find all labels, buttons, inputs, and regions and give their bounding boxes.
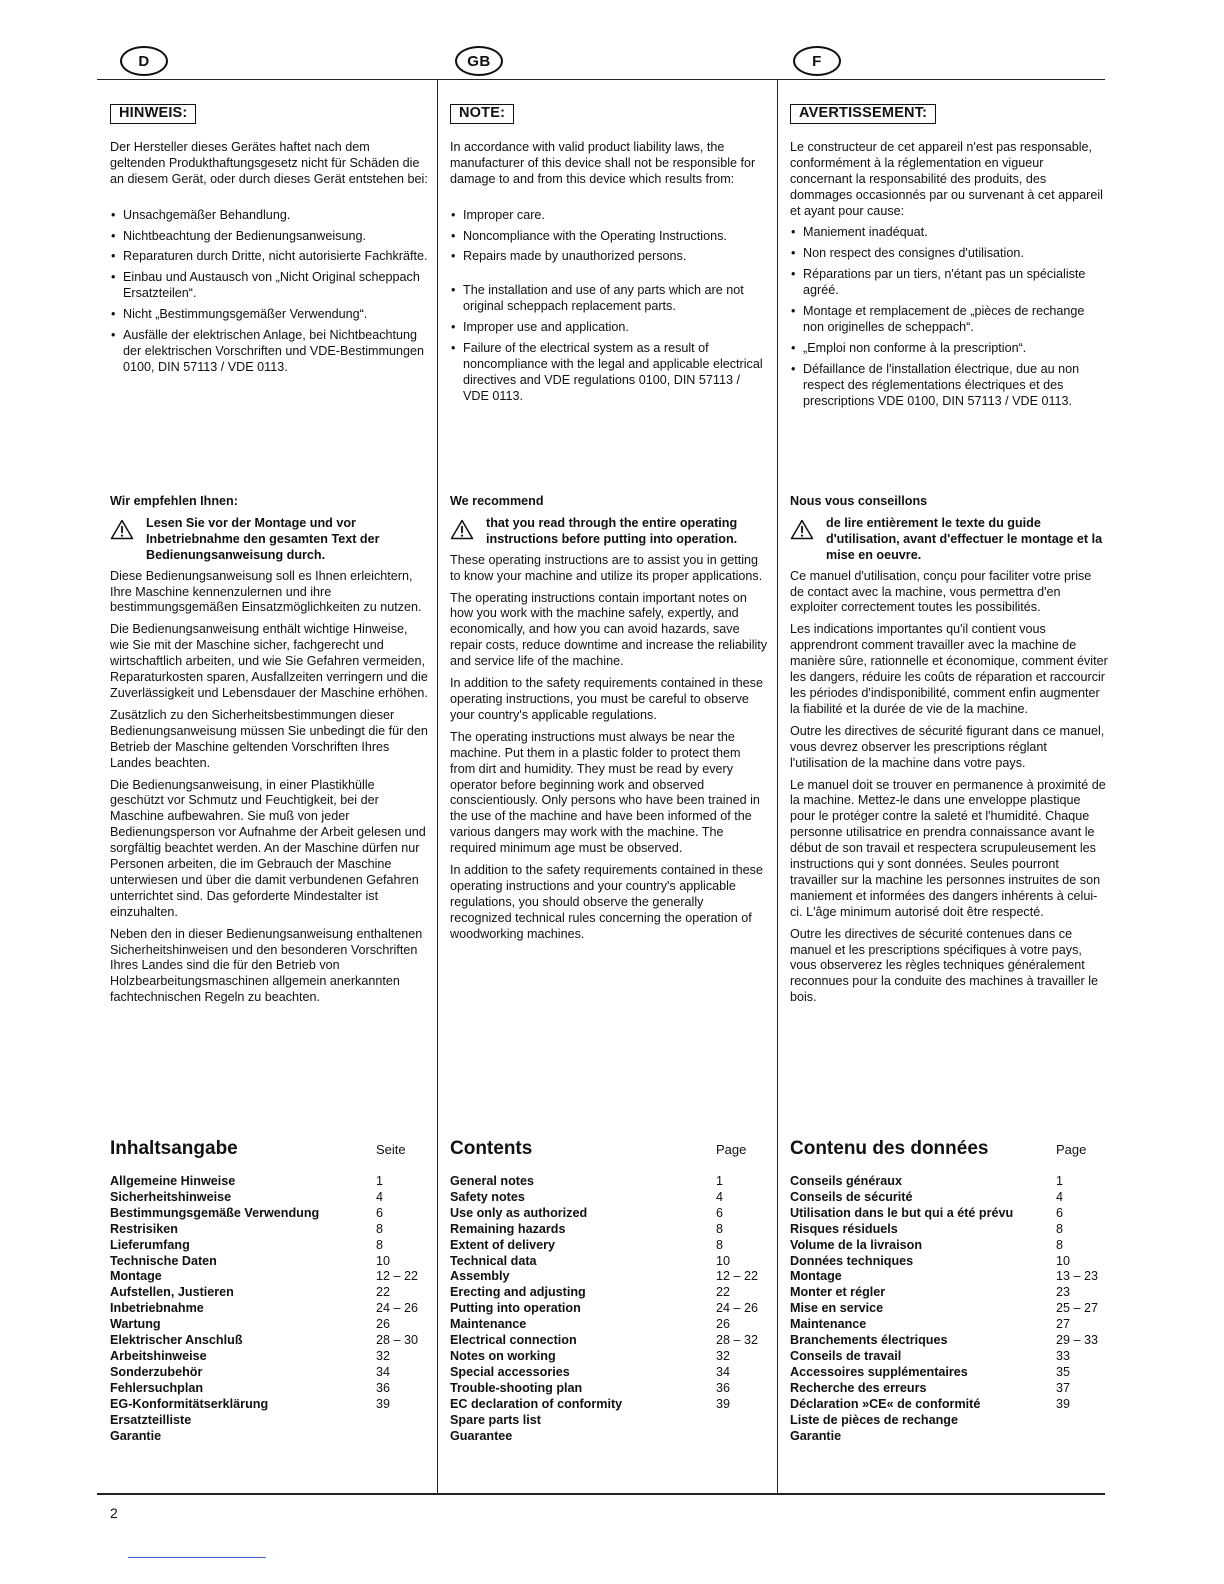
toc-page-label-fr: Page [1056,1142,1087,1157]
toc-entry [790,1429,1108,1445]
paragraph: The operating instructions must always be near the machine. Put them in a plastic folder to protect them from dirt and humidity. They must be read by every operator before beginning work and observed conscientiously. Only persons who have been trained in the use of the machine and have been informed of the various dangers may work with the machine. The required minimum age must be observed. [450,729,760,856]
toc-entry-page: 4 [376,1189,384,1204]
toc-entry-title: General notes [450,1174,534,1188]
notice-column-en [450,104,768,410]
toc-entry [450,1365,768,1381]
toc-entry-page: 26 [716,1317,731,1332]
toc-entry [450,1238,768,1254]
notice-intro-en: In accordance with valid product liability laws, the manufacturer of this device shall not be responsible for damage to and from this device which results from: [450,139,756,186]
toc-entry-page [376,1429,428,1445]
toc-entry-page: 10 [716,1253,731,1268]
list-item: • Einbau und Austausch von „Nicht Original scheppach Ersatzteilen“. [110,270,428,302]
toc-entry-title: Erecting and adjusting [450,1285,586,1300]
toc-entry [790,1381,1108,1397]
toc-entry [450,1269,768,1285]
toc-entry-page: 27 [1056,1317,1071,1332]
toc-entry [450,1317,768,1333]
toc-entry-title: Aufstellen, Justieren [110,1285,234,1300]
toc-entry-page: 13 – 23 [1056,1269,1099,1284]
list-item: • The installation and use of any parts which are not original scheppach replacement parts. [450,283,768,315]
toc-entry-page: 6 [716,1205,724,1220]
language-badge-fr: F [793,46,841,76]
toc-title-fr: Contenu des données [790,1138,989,1159]
toc-entry-page [716,1429,768,1445]
toc-entry-page: 12 – 22 [716,1269,759,1284]
toc-entry-title: Technische Daten [110,1253,217,1268]
toc-entry-title: Volume de la livraison [790,1237,923,1252]
paragraph: Zusätzlich zu den Sicherheitsbestimmungen dieser Bedienungsanweisung müssen Sie unbedingt die für den Betrieb der Maschine geltenden Vorschriften Ihres Landes beachten. [110,707,428,770]
toc-entry [450,1429,768,1445]
toc-title-en: Contents [450,1138,533,1159]
recommend-section-de [110,494,428,1012]
recommend-warning-text-en: that you read through the entire operating instructions before putting into operation. [486,515,738,546]
toc-entry [110,1333,428,1349]
toc-entry-title: Monter et régler [790,1285,886,1300]
paragraph: Die Bedienungsanweisung enthält wichtige Hinweise, wie Sie mit der Maschine sicher, fachgerecht und wirtschaftlich arbeiten, und wie Sie Gefahren vermeiden, Reparaturkosten sparen, Ausfallzeiten verringern und die Zuverlässigkeit und Lebensdauer der Maschine erhöhen. [110,622,428,700]
toc-entry-title: Déclaration »CE« de conformité [790,1396,981,1411]
toc-entry [790,1413,1108,1429]
toc-entry-title: Extent of delivery [450,1237,555,1252]
toc-entry [790,1206,1108,1222]
toc-entry-page: 39 [376,1396,391,1411]
notice-label-de: HINWEIS: [110,104,196,124]
toc-entry-page: 4 [1056,1189,1064,1204]
toc-entry-title: Lieferumfang [110,1237,190,1252]
toc-entry-title: Guarantee [450,1428,513,1443]
toc-entry [450,1413,768,1429]
toc-entry-title: Putting into operation [450,1301,581,1316]
toc-entry-title: Electrical connection [450,1333,577,1348]
list-item: • Nicht „Bestimmungsgemäßer Verwendung“. [110,307,428,323]
toc-entry-title: Utilisation dans le but qui a été prévu [790,1205,1014,1220]
toc-entry [450,1206,768,1222]
toc-entry-title: Spare parts list [450,1412,541,1427]
list-item: • Improper use and application. [450,320,768,336]
toc-entry-title: Montage [110,1269,162,1284]
paragraph: Outre les directives de sécurité figurant dans ce manuel, vous devrez observer les prescriptions réglant l'utilisation de la machine dans votre pays. [790,723,1105,770]
toc-entry-title: Recherche des erreurs [790,1380,927,1395]
liability-list-b-de [110,270,428,375]
toc-entry-title: Restrisiken [110,1221,178,1236]
toc-entry [790,1269,1108,1285]
toc-entry-page: 8 [1056,1237,1064,1252]
liability-list-a-de [110,208,428,266]
list-item: • „Emploi non conforme à la prescription“. [790,341,1108,357]
toc-entry-page: 10 [376,1253,391,1268]
toc-entry-title: Conseils de travail [790,1348,902,1363]
toc-entry-page: 24 – 26 [716,1301,759,1316]
toc-entry-title: Sonderzubehör [110,1364,203,1379]
toc-entry-page: 1 [376,1174,384,1188]
toc-entry-title: Sicherheitshinweise [110,1189,232,1204]
recommend-title-en: We recommend [450,494,544,508]
toc-entry-page: 23 [1056,1285,1071,1300]
toc-entry-page: 25 – 27 [1056,1301,1099,1316]
paragraph: Die Bedienungsanweisung, in einer Plastikhülle geschützt vor Schmutz und Feuchtigkeit, bei der Maschine aufbewahren. Sie muß von jeder Bedienungsperson vor Aufnahme der Arbeit gelesen und sorgfältig beachtet werden. An der Maschine dürfen nur Personen arbeiten, die im Gebrauch der Maschine unterwiesen und über die damit verbundenen Gefahren unterrichtet sind. Das geforderte Mindestalter ist einzuhalten. [110,777,426,919]
toc-entry [450,1333,768,1349]
toc-fr [790,1138,1108,1444]
toc-entry [790,1301,1108,1317]
notice-column-de [110,104,428,381]
toc-entry-title: Branchements électriques [790,1333,948,1348]
toc-entry [110,1429,428,1445]
toc-page-label-de: Seite [376,1142,406,1157]
toc-entry-title: Notes on working [450,1348,556,1363]
toc-entry-title: Assembly [450,1269,510,1284]
list-item: • Réparations par un tiers, n'étant pas un spécialiste agréé. [790,267,1108,299]
toc-entry-page: 35 [1056,1364,1071,1379]
toc-entry-title: Liste de pièces de rechange [790,1412,958,1427]
recommend-section-fr [790,494,1108,1012]
toc-entry [790,1365,1108,1381]
toc-page-label-en: Page [716,1142,747,1157]
paragraph: In addition to the safety requirements contained in these operating instructions, you must be careful to observe your country's applicable regulations. [450,676,763,722]
toc-entry [110,1301,428,1317]
recommend-warning-text-de: Lesen Sie vor der Montage und vor Inbetriebnahme den gesamten Text der Bedienungsanweisung durch. [146,515,380,562]
toc-entry-page: 39 [716,1396,731,1411]
toc-entry-page: 33 [1056,1348,1071,1363]
warning-triangle-icon [110,519,134,540]
list-item: • Reparaturen durch Dritte, nicht autorisierte Fachkräfte. [110,249,428,265]
toc-entry-title: Maintenance [450,1317,527,1332]
toc-entry [790,1190,1108,1206]
bottom-rule [97,1493,1105,1495]
list-item: • Noncompliance with the Operating Instructions. [450,229,768,245]
toc-entry [790,1238,1108,1254]
paragraph: These operating instructions are to assist you in getting to know your machine and utilize its proper applications. [450,552,763,583]
toc-entry-title: Ersatzteilliste [110,1412,192,1427]
toc-entry-title: EC declaration of conformity [450,1396,623,1411]
paragraph: Neben den in dieser Bedienungsanweisung enthaltenen Sicherheitshinweisen und den besonderen Vorschriften Ihres Landes sind die für den Betrieb von Holzbearbeitungsmaschinen allgemein anerkannten fachtechnischen Regeln zu beachten. [110,926,423,1005]
notice-label-en: NOTE: [450,104,514,124]
toc-entry [110,1413,428,1429]
toc-entry [450,1174,768,1190]
toc-entry-title: Special accessories [450,1364,570,1379]
notice-intro-fr: Le constructeur de cet appareil n'est pas responsable, conformément à la réglementation en vigueur concernant la responsabilité des produits, des dommages occasionnés par ou survenant à cet appareil et ayant pour cause: [790,139,1103,218]
toc-entry-title: EG-Konformitätserklärung [110,1396,269,1411]
toc-entry [110,1174,428,1190]
notice-column-fr [790,104,1108,415]
list-item: • Repairs made by unauthorized persons. [450,249,768,265]
toc-entry-title: Safety notes [450,1189,525,1204]
toc-entry-title: Allgemeine Hinweise [110,1174,236,1188]
toc-entry [790,1317,1108,1333]
toc-entry-page: 22 [716,1285,731,1300]
toc-entry-page: 1 [716,1174,724,1188]
toc-entry [450,1285,768,1301]
notice-label-fr: AVERTISSEMENT: [790,104,936,124]
toc-entry [790,1333,1108,1349]
list-item: • Improper care. [450,208,768,224]
toc-entry [110,1285,428,1301]
paragraph: The operating instructions contain important notes on how you work with the machine safely, expertly, and economically, and how you can avoid hazards, save repair costs, reduce downtime and increase the reliability and service life of the machine. [450,590,768,669]
toc-entry [450,1222,768,1238]
liability-list-b-en [450,283,768,404]
toc-entry-title: Use only as authorized [450,1205,588,1220]
toc-entry [450,1349,768,1365]
toc-entry-page: 36 [376,1380,391,1395]
page-number: 2 [110,1505,118,1521]
recommend-title-fr: Nous vous conseillons [790,494,928,508]
paragraph: Outre les directives de sécurité contenues dans ce manuel et les prescriptions spécifiques à votre pays, vous observerez les règles techniques généralement reconnues pour la conduite des machines à travailler le bois. [790,926,1099,1005]
toc-entry-page [716,1413,768,1429]
toc-entry [110,1254,428,1270]
paragraph: In addition to the safety requirements contained in these operating instructions and your country's applicable regulations, you should observe the generally recognized technical rules concerning the operation of woodworking machines. [450,863,763,941]
toc-entry [110,1397,428,1413]
toc-entry-title: Garantie [790,1428,842,1443]
toc-title-de: Inhaltsangabe [110,1138,238,1159]
toc-entry-title: Conseils généraux [790,1174,902,1188]
toc-entry-page: 28 – 30 [376,1333,419,1348]
toc-entry-title: Remaining hazards [450,1221,566,1236]
toc-entry-title: Wartung [110,1317,161,1332]
recommend-warning-text-fr: de lire entièrement le texte du guide d'utilisation, avant d'effectuer le montage et la mise en oeuvre. [826,515,1103,562]
toc-entry [790,1254,1108,1270]
toc-entry [110,1317,428,1333]
list-item: • Ausfälle der elektrischen Anlage, bei Nichtbeachtung der elektrischen Vorschriften und VDE-Bestimmungen 0100, DIN 57113 / VDE 0113. [110,328,428,376]
warning-triangle-icon [450,519,474,540]
toc-entry-title: Arbeitshinweise [110,1348,207,1363]
toc-entry-page: 32 [376,1348,391,1363]
toc-entry [790,1397,1108,1413]
paragraph: Le manuel doit se trouver en permanence à proximité de la machine. Mettez-le dans une enveloppe plastique pour le protéger contre la saleté et l'humidité. Chaque personne utilisatrice en prendra connaissance avant le début de son travail et respectera scrupuleusement les instructions qui y sont données. Seules pourront travailler sur la machine les personnes instruites de son maniement et informées des dangers inhérents à celui-ci. L'âge minimum autorisé doit être respecté. [790,777,1106,919]
toc-entry-title: Mise en service [790,1301,884,1316]
toc-entry-page: 39 [1056,1396,1071,1411]
recommend-warning-de [110,516,428,564]
toc-entry-page: 34 [376,1364,391,1379]
language-badge-de: D [120,46,168,76]
toc-entry-page: 24 – 26 [376,1301,419,1316]
list-item: • Maniement inadéquat. [790,225,1108,241]
toc-entry-page: 8 [716,1237,724,1252]
toc-entry-title: Accessoires supplémentaires [790,1364,968,1379]
toc-entry-page: 34 [716,1364,731,1379]
toc-entry-page [1056,1413,1108,1429]
toc-entry [110,1269,428,1285]
toc-entry [450,1254,768,1270]
warning-triangle-icon [790,519,814,540]
toc-entry [450,1301,768,1317]
list-item: • Montage et remplacement de „pièces de rechange non originelles de scheppach“. [790,304,1108,336]
toc-entry-page: 10 [1056,1253,1071,1268]
paragraph: Ce manuel d'utilisation, conçu pour faciliter votre prise de contact avec la machine, vous permettra d'en exploiter correctement toutes les possibilités. [790,568,1092,615]
notice-intro-de: Der Hersteller dieses Gerätes haftet nach dem geltenden Produkthaftungsgesetz nicht für Schäden die an diesem Gerät, oder durch dieses Gerät entstehen bei: [110,139,428,186]
column-divider-left [437,80,438,1494]
recommend-warning-fr [790,516,1108,564]
toc-entry-title: Elektrischer Anschluß [110,1333,243,1348]
toc-entry-page: 32 [716,1348,731,1363]
toc-entry-title: Trouble-shooting plan [450,1380,583,1395]
list-item: • Nichtbeachtung der Bedienungsanweisung. [110,229,428,245]
toc-entry-page: 8 [376,1237,384,1252]
toc-entry-page: 8 [376,1221,384,1236]
toc-entry-page: 28 – 32 [716,1333,759,1348]
toc-en [450,1138,768,1444]
toc-entry-page: 37 [1056,1380,1071,1395]
toc-entry-page: 4 [716,1189,724,1204]
toc-entry-page: 36 [716,1380,731,1395]
toc-entry [450,1397,768,1413]
toc-entry-title: Technical data [450,1253,537,1268]
paragraph: Diese Bedienungsanweisung soll es Ihnen erleichtern, Ihre Maschine kennenzulernen und ihre bestimmungsgemäßen Einsatzmöglichkeiten zu nutzen. [110,568,422,615]
toc-entry [110,1206,428,1222]
toc-entry [110,1349,428,1365]
toc-entry [450,1190,768,1206]
toc-entry-page: 26 [376,1317,391,1332]
toc-entry [110,1381,428,1397]
toc-entry-page: 12 – 22 [376,1269,419,1284]
toc-entry [790,1349,1108,1365]
toc-entry-page [376,1413,428,1429]
toc-entry [450,1381,768,1397]
language-badge-gb: GB [455,46,503,76]
toc-entry-page: 8 [716,1221,724,1236]
liability-list-fr [790,225,1108,409]
column-divider-right [777,80,778,1494]
toc-entry-page: 6 [1056,1205,1064,1220]
toc-entry [110,1365,428,1381]
toc-entry-page: 6 [376,1205,384,1220]
list-item: • Défaillance de l'installation électrique, due au non respect des réglementations électriques et des prescriptions VDE 0100, DIN 57113 / VDE 0113. [790,362,1108,410]
toc-entry-title: Fehlersuchplan [110,1380,204,1395]
toc-entry [790,1222,1108,1238]
toc-entry-page: 22 [376,1285,391,1300]
toc-entry [110,1238,428,1254]
toc-de [110,1138,428,1444]
toc-entry-title: Conseils de sécurité [790,1189,913,1204]
toc-entry [110,1222,428,1238]
toc-entry-page: 8 [1056,1221,1064,1236]
toc-entry-title: Maintenance [790,1317,867,1332]
toc-entry-page [1056,1429,1108,1445]
recommend-warning-en [450,516,768,548]
toc-entry-page: 1 [1056,1174,1064,1188]
list-item: • Non respect des consignes d'utilisation. [790,246,1108,262]
liability-list-a-en [450,208,768,266]
toc-entry-title: Montage [790,1269,842,1284]
toc-entry [790,1174,1108,1190]
paragraph: Les indications importantes qu'il contient vous apprendront comment travailler avec la machine de manière sûre, rationnelle et économique, comment éviter les dangers, réduire les coûts de réparation et raccourcir les périodes d'indisponibilité, comment enfin augmenter la fiabilité et la durée de vie de la machine. [790,622,1108,716]
toc-entry-title: Risques résiduels [790,1221,898,1236]
toc-entry-title: Garantie [110,1428,162,1443]
toc-entry-page: 29 – 33 [1056,1333,1099,1348]
toc-entry-title: Inbetriebnahme [110,1301,204,1316]
toc-entry-title: Bestimmungsgemäße Verwendung [110,1205,320,1220]
toc-entry-title: Données techniques [790,1253,914,1268]
list-item: • Failure of the electrical system as a result of noncompliance with the legal and applicable electrical directives and VDE regulations 0100, DIN 57113 / VDE 0113. [450,341,768,405]
list-item: • Unsachgemäßer Behandlung. [110,208,428,224]
footer-link-underline [128,1557,266,1558]
toc-entry [110,1190,428,1206]
recommend-section-en [450,494,768,949]
top-rule [97,79,1105,80]
recommend-title-de: Wir empfehlen Ihnen: [110,494,238,508]
toc-entry [790,1285,1108,1301]
